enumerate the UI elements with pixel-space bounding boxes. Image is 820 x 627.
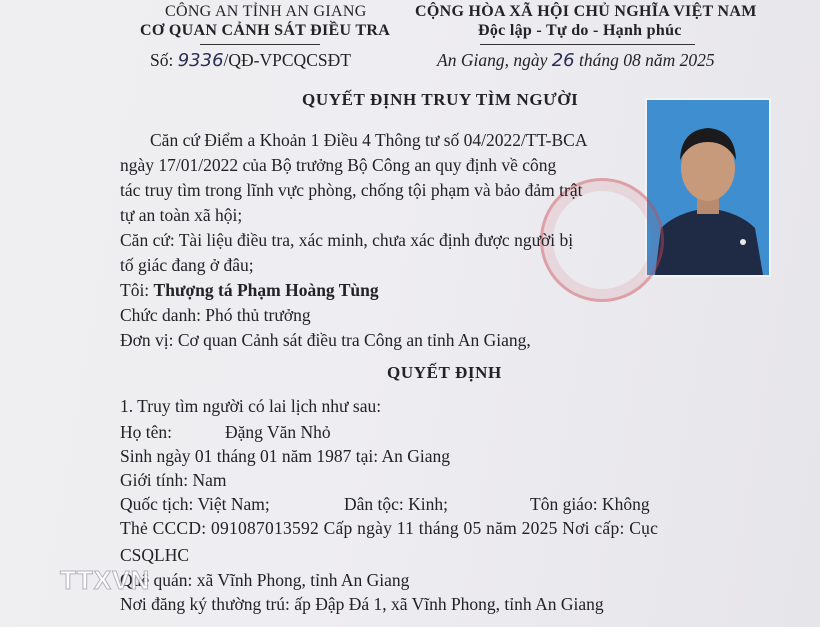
item-1: 1. Truy tìm người có lai lịch như sau: xyxy=(120,396,382,416)
doc-number-handwritten: 9336 xyxy=(177,50,224,71)
nationality: Quốc tịch: Việt Nam; xyxy=(120,494,270,514)
document-title: QUYẾT ĐỊNH TRUY TÌM NGƯỜI xyxy=(302,90,579,109)
name-value: Đặng Văn Nhỏ xyxy=(225,422,331,442)
id-line-2: CSQLHC xyxy=(120,545,190,565)
preamble-line1: Căn cứ Điểm a Khoản 1 Điều 4 Thông tư số 04/2022/TT-BCA xyxy=(150,130,588,150)
position-line: Chức danh: Phó thủ trưởng xyxy=(120,305,311,325)
suspect-photo xyxy=(645,98,771,277)
id-line: Thẻ CCCD: 091087013592 Cấp ngày 11 tháng 05 năm 2025 Nơi cấp: Cục xyxy=(120,518,659,538)
left-org-underline xyxy=(200,44,320,45)
left-org-line2: CƠ QUAN CẢNH SÁT ĐIỀU TRA xyxy=(140,22,391,39)
unit-line: Đơn vị: Cơ quan Cảnh sát điều tra Công an tỉnh An Giang, xyxy=(120,330,531,350)
gender-line: Giới tính: Nam xyxy=(120,470,227,490)
preamble-line3: tác truy tìm trong lĩnh vực phòng, chống tội phạm và bảo đảm trật xyxy=(120,180,583,200)
officer-name: Thượng tá Phạm Hoàng Tùng xyxy=(153,280,379,300)
dob-line: Sinh ngày 01 tháng 01 năm 1987 tại: An Giang xyxy=(120,446,451,466)
ttxvn-watermark: TTXVN xyxy=(60,565,151,595)
motto-underline xyxy=(480,44,695,45)
left-org-line1: CÔNG AN TỈNH AN GIANG xyxy=(165,3,367,20)
nation-motto: Độc lập - Tự do - Hạnh phúc xyxy=(478,22,682,39)
preamble-line4: tự an toàn xã hội; xyxy=(120,205,243,225)
date-day-handwritten: 26 xyxy=(551,50,575,71)
religion: Tôn giáo: Không xyxy=(530,494,650,514)
hometown-line: Quê quán: xã Vĩnh Phong, tỉnh An Giang xyxy=(120,570,410,590)
residence-line: Nơi đăng ký thường trú: ấp Đập Đá 1, xã Vĩnh Phong, tỉnh An Giang xyxy=(120,594,604,614)
person-portrait-icon xyxy=(647,100,769,275)
ethnicity: Dân tộc: Kinh; xyxy=(344,494,449,514)
nation-title: CỘNG HÒA XÃ HỘI CHỦ NGHĨA VIỆT NAM xyxy=(415,3,757,20)
name-label: Họ tên: xyxy=(120,422,173,442)
doc-number: Số: 9336/QĐ-VPCQCSĐT xyxy=(150,50,351,71)
preamble-line5: Căn cứ: Tài liệu điều tra, xác minh, chưa xác định được người bị xyxy=(120,230,574,250)
date-line: An Giang, ngày 26 tháng 08 năm 2025 xyxy=(437,50,715,71)
officer-line: Tôi: Thượng tá Phạm Hoàng Tùng xyxy=(120,280,379,300)
preamble-line2: ngày 17/01/2022 của Bộ trưởng Bộ Công an quy định về công xyxy=(120,155,557,175)
decision-heading: QUYẾT ĐỊNH xyxy=(387,363,502,382)
preamble-line6: tố giác đang ở đâu; xyxy=(120,255,254,275)
